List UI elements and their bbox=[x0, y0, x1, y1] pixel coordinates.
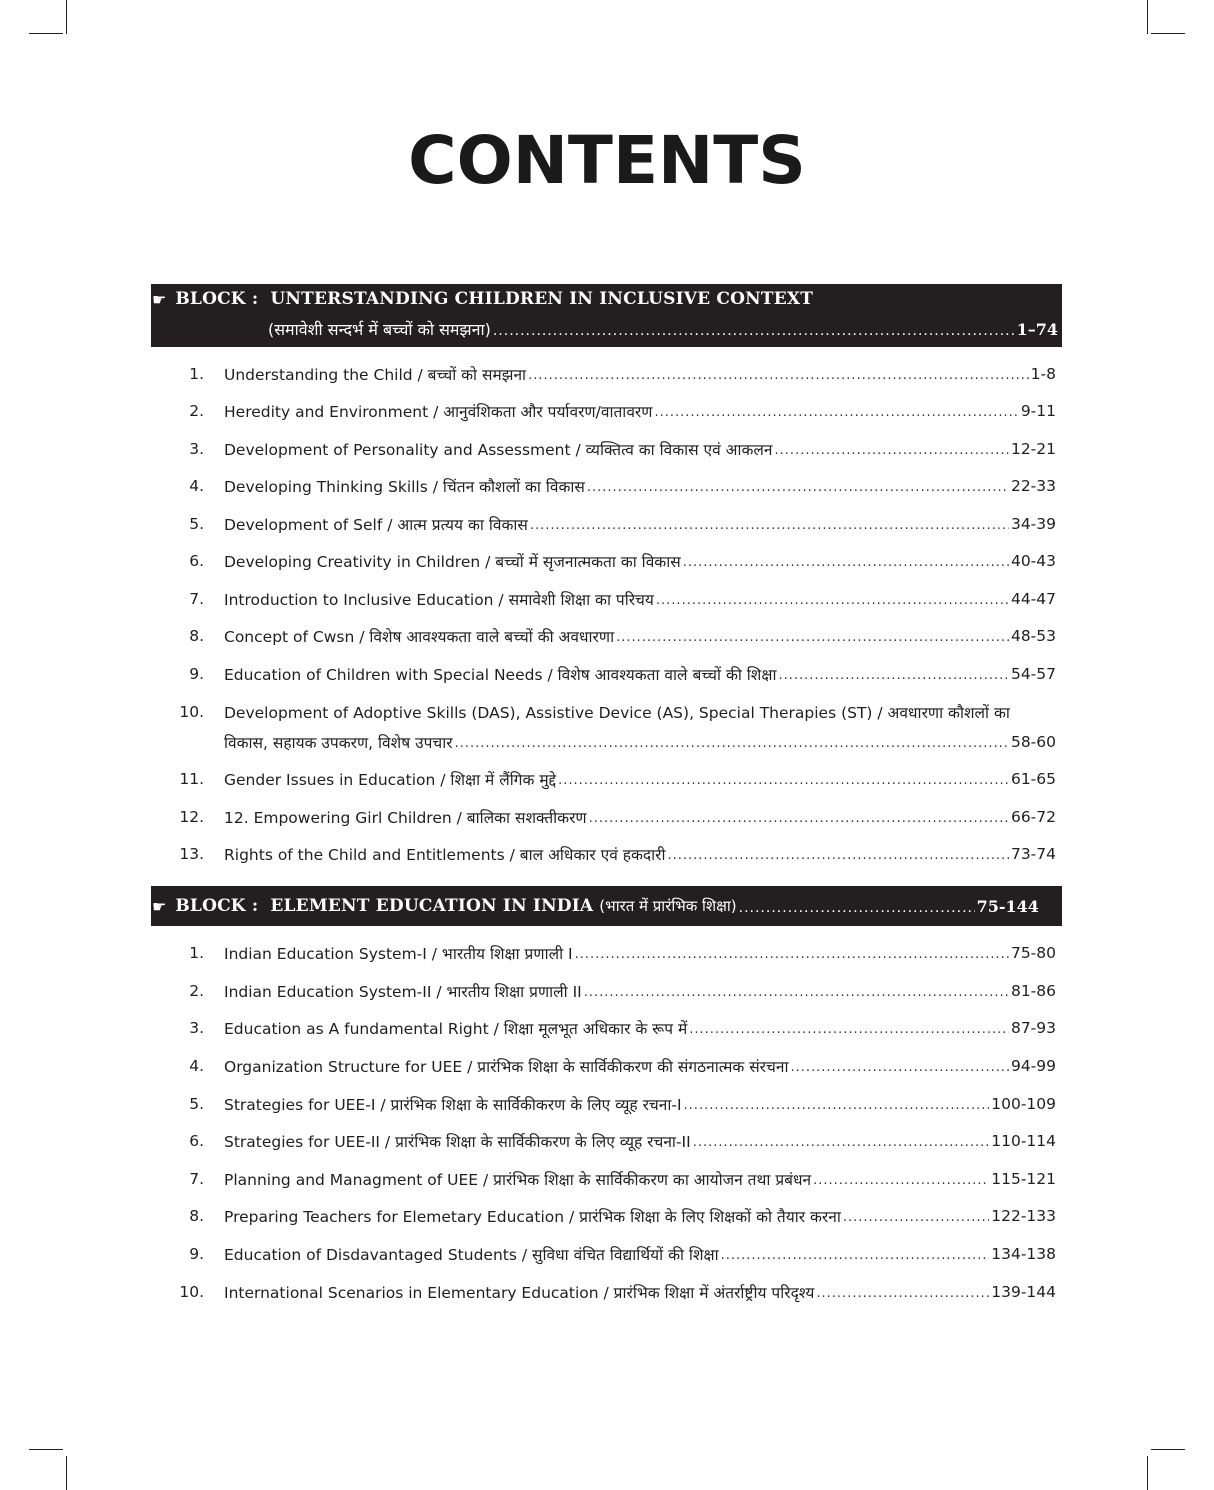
toc-entry[interactable] bbox=[0, 1202, 1214, 1230]
leader-dots bbox=[775, 440, 1009, 458]
toc-entry[interactable] bbox=[0, 435, 1214, 463]
block-label: BLOCK : bbox=[175, 289, 259, 309]
toc-entry[interactable] bbox=[0, 510, 1214, 538]
entry-title: 12. Empowering Girl Children / बालिका सशक्तीकरण bbox=[224, 809, 587, 827]
toc-entry[interactable] bbox=[0, 547, 1214, 575]
leader-dots bbox=[528, 365, 1029, 383]
leader-dots bbox=[558, 770, 1009, 788]
entry-number: 11. bbox=[179, 770, 204, 788]
entry-number: 9. bbox=[189, 665, 204, 683]
leader-dots bbox=[816, 1283, 989, 1301]
entry-number: 5. bbox=[189, 515, 204, 533]
entry-pages: 44-47 bbox=[1010, 590, 1056, 608]
toc-entry[interactable] bbox=[0, 977, 1214, 1005]
leader-dots bbox=[689, 1019, 1009, 1037]
entry-number: 2. bbox=[189, 402, 204, 420]
entry-number: 13. bbox=[179, 845, 204, 863]
leader-dots bbox=[790, 1057, 1008, 1075]
block-header bbox=[151, 886, 1062, 926]
entry-number: 10. bbox=[179, 703, 204, 721]
block-title: ELEMENT EDUCATION IN INDIA bbox=[270, 896, 594, 916]
entry-pages: 81-86 bbox=[1010, 982, 1056, 1000]
toc-entry[interactable] bbox=[0, 1090, 1214, 1118]
entry-pages: 94-99 bbox=[1010, 1057, 1056, 1075]
leader-dots bbox=[813, 1170, 989, 1188]
entry-pages: 134-138 bbox=[991, 1245, 1056, 1263]
crop-mark bbox=[66, 0, 67, 34]
entry-title: Preparing Teachers for Elemetary Education / प्रारंभिक शिक्षा के लिए शिक्षकों को तैयार करना bbox=[224, 1208, 841, 1226]
toc-entry[interactable] bbox=[0, 585, 1214, 613]
entry-pages: 73-74 bbox=[1010, 845, 1056, 863]
leader-dots bbox=[721, 1245, 990, 1263]
entry-pages: 40-43 bbox=[1010, 552, 1056, 570]
crop-mark bbox=[1147, 1456, 1148, 1490]
entry-title: Developing Creativity in Children / बच्चों में सृजनात्मकता का विकास bbox=[224, 553, 681, 571]
toc-entry[interactable] bbox=[0, 698, 1214, 758]
toc-entry[interactable] bbox=[0, 803, 1214, 831]
entry-number: 1. bbox=[189, 365, 204, 383]
entry-pages: 100-109 bbox=[991, 1095, 1056, 1113]
leader-dots bbox=[616, 627, 1009, 645]
leader-dots bbox=[739, 896, 975, 916]
toc-entry[interactable] bbox=[0, 1127, 1214, 1155]
entry-title: Development of Self / आत्म प्रत्यय का विकास bbox=[224, 516, 528, 534]
entry-number: 8. bbox=[189, 1207, 204, 1225]
entry-number: 7. bbox=[189, 590, 204, 608]
block-subtitle: (भारत में प्रारंभिक शिक्षा) bbox=[599, 897, 737, 915]
entry-pages: 115-121 bbox=[991, 1170, 1056, 1188]
entry-title: Education as A fundamental Right / शिक्षा मूलभूत अधिकार के रूप में bbox=[224, 1020, 688, 1038]
leader-dots bbox=[587, 477, 1009, 495]
toc-entry[interactable] bbox=[0, 1240, 1214, 1268]
entry-title: Education of Children with Special Needs / विशेष आवश्यकता वाले बच्चों की शिक्षा bbox=[224, 666, 777, 684]
toc-entry[interactable] bbox=[0, 622, 1214, 650]
entry-title: Indian Education System-I / भारतीय शिक्षा प्रणाली I bbox=[224, 945, 573, 963]
entry-pages: 61-65 bbox=[1010, 770, 1056, 788]
block-header bbox=[151, 284, 1062, 347]
crop-mark bbox=[1147, 0, 1148, 34]
block-pages: 75-144 bbox=[976, 896, 1039, 916]
leader-dots bbox=[778, 665, 1008, 683]
entry-title: Rights of the Child and Entitlements / बाल अधिकार एवं हकदारी bbox=[224, 846, 666, 864]
pointing-hand-icon: ☛ bbox=[152, 289, 167, 309]
leader-dots bbox=[493, 319, 1015, 339]
block-label: BLOCK : bbox=[175, 896, 259, 916]
entry-title: Organization Structure for UEE / प्रारंभिक शिक्षा के सार्विकीकरण की संगठनात्मक संरचना bbox=[224, 1058, 789, 1076]
entry-pages: 122-133 bbox=[991, 1207, 1056, 1225]
entry-pages: 34-39 bbox=[1010, 515, 1056, 533]
leader-dots bbox=[668, 845, 1009, 863]
leader-dots bbox=[656, 590, 1009, 608]
leader-dots bbox=[455, 733, 1009, 751]
entry-number: 2. bbox=[189, 982, 204, 1000]
entry-title: Planning and Managment of UEE / प्रारंभिक शिक्षा के सार्विकीकरण का आयोजन तथा प्रबंधन bbox=[224, 1171, 812, 1189]
crop-mark bbox=[29, 1449, 63, 1450]
toc-entry[interactable] bbox=[0, 1052, 1214, 1080]
entry-number: 3. bbox=[189, 440, 204, 458]
entry-number: 6. bbox=[189, 552, 204, 570]
entry-pages: 110-114 bbox=[991, 1132, 1056, 1150]
leader-dots bbox=[589, 808, 1009, 826]
leader-dots bbox=[843, 1207, 989, 1225]
leader-dots bbox=[654, 402, 1018, 420]
entry-pages: 58-60 bbox=[1010, 733, 1056, 751]
leader-dots bbox=[584, 982, 1009, 1000]
entry-pages: 9-11 bbox=[1020, 402, 1056, 420]
toc-entry[interactable] bbox=[0, 472, 1214, 500]
entry-title: Understanding the Child / बच्चों को समझना bbox=[224, 366, 527, 384]
entry-pages: 22-33 bbox=[1010, 477, 1056, 495]
crop-mark bbox=[1151, 33, 1185, 34]
entry-number: 4. bbox=[189, 1057, 204, 1075]
entry-number: 8. bbox=[189, 627, 204, 645]
entry-title: Developing Thinking Skills / चिंतन कौशलों का विकास bbox=[224, 478, 585, 496]
toc-entry[interactable] bbox=[0, 1014, 1214, 1042]
crop-mark bbox=[1151, 1449, 1185, 1450]
entry-title-line1: Development of Adoptive Skills (DAS), Assistive Device (AS), Special Therapies (ST) / अवधारणा कौशलों का bbox=[224, 704, 1010, 722]
leader-dots bbox=[530, 515, 1009, 533]
toc-entry[interactable] bbox=[0, 1165, 1214, 1193]
entry-number: 4. bbox=[189, 477, 204, 495]
entry-title: Development of Personality and Assessment / व्यक्तित्व का विकास एवं आकलन bbox=[224, 441, 773, 459]
block-subtitle: (समावेशी सन्दर्भ में बच्चों को समझना) bbox=[268, 320, 491, 339]
entry-number: 12. bbox=[179, 808, 204, 826]
entry-pages: 54-57 bbox=[1010, 665, 1056, 683]
crop-mark bbox=[66, 1456, 67, 1490]
leader-dots bbox=[693, 1132, 990, 1150]
entry-pages: 48-53 bbox=[1010, 627, 1056, 645]
entry-title: Strategies for UEE-I / प्रारंभिक शिक्षा के सार्विकीकरण के लिए व्यूह रचना-I bbox=[224, 1096, 682, 1114]
toc-entry[interactable] bbox=[0, 397, 1214, 425]
page-title: CONTENTS bbox=[408, 122, 806, 199]
pointing-hand-icon: ☛ bbox=[152, 896, 167, 916]
toc-entry[interactable] bbox=[0, 660, 1214, 688]
leader-dots bbox=[575, 944, 1009, 962]
entry-number: 1. bbox=[189, 944, 204, 962]
entry-number: 5. bbox=[189, 1095, 204, 1113]
entry-title: Strategies for UEE-II / प्रारंभिक शिक्षा के सार्विकीकरण के लिए व्यूह रचना-II bbox=[224, 1133, 691, 1151]
entry-title: International Scenarios in Elementary Education / प्रारंभिक शिक्षा में अंतर्राष्ट्रीय परिदृश्य bbox=[224, 1284, 815, 1302]
entry-pages: 87-93 bbox=[1010, 1019, 1056, 1037]
leader-dots bbox=[683, 552, 1009, 570]
entry-title: Education of Disdavantaged Students / सुविधा वंचित विद्यार्थियों की शिक्षा bbox=[224, 1246, 719, 1264]
entry-title: Concept of Cwsn / विशेष आवश्यकता वाले बच्चों की अवधारणा bbox=[224, 628, 615, 646]
leader-dots bbox=[684, 1095, 990, 1113]
entry-title: Indian Education System-II / भारतीय शिक्षा प्रणाली II bbox=[224, 983, 582, 1001]
entry-pages: 1-8 bbox=[1030, 365, 1056, 383]
entry-number: 7. bbox=[189, 1170, 204, 1188]
toc-entry[interactable] bbox=[0, 360, 1214, 388]
entry-pages: 66-72 bbox=[1010, 808, 1056, 826]
entry-pages: 139-144 bbox=[991, 1283, 1056, 1301]
block-title: UNTERSTANDING CHILDREN IN INCLUSIVE CONTEXT bbox=[270, 289, 814, 309]
crop-mark bbox=[29, 33, 63, 34]
entry-number: 3. bbox=[189, 1019, 204, 1037]
entry-title: विकास, सहायक उपकरण, विशेष उपचार bbox=[224, 734, 453, 752]
entry-title: Gender Issues in Education / शिक्षा में लैंगिक मुद्दे bbox=[224, 771, 557, 789]
entry-title: Introduction to Inclusive Education / समावेशी शिक्षा का परिचय bbox=[224, 591, 654, 609]
entry-number: 9. bbox=[189, 1245, 204, 1263]
toc-entry[interactable] bbox=[0, 840, 1214, 868]
entry-pages: 75-80 bbox=[1010, 944, 1056, 962]
block-pages: 1–74 bbox=[1016, 319, 1058, 339]
entry-number: 10. bbox=[179, 1283, 204, 1301]
toc-entry[interactable] bbox=[0, 765, 1214, 793]
entry-number: 6. bbox=[189, 1132, 204, 1150]
toc-entry[interactable] bbox=[0, 1278, 1214, 1306]
entry-pages: 12-21 bbox=[1010, 440, 1056, 458]
entry-title: Heredity and Environment / आनुवंशिकता और पर्यावरण/वातावरण bbox=[224, 403, 653, 421]
toc-entry[interactable] bbox=[0, 939, 1214, 967]
